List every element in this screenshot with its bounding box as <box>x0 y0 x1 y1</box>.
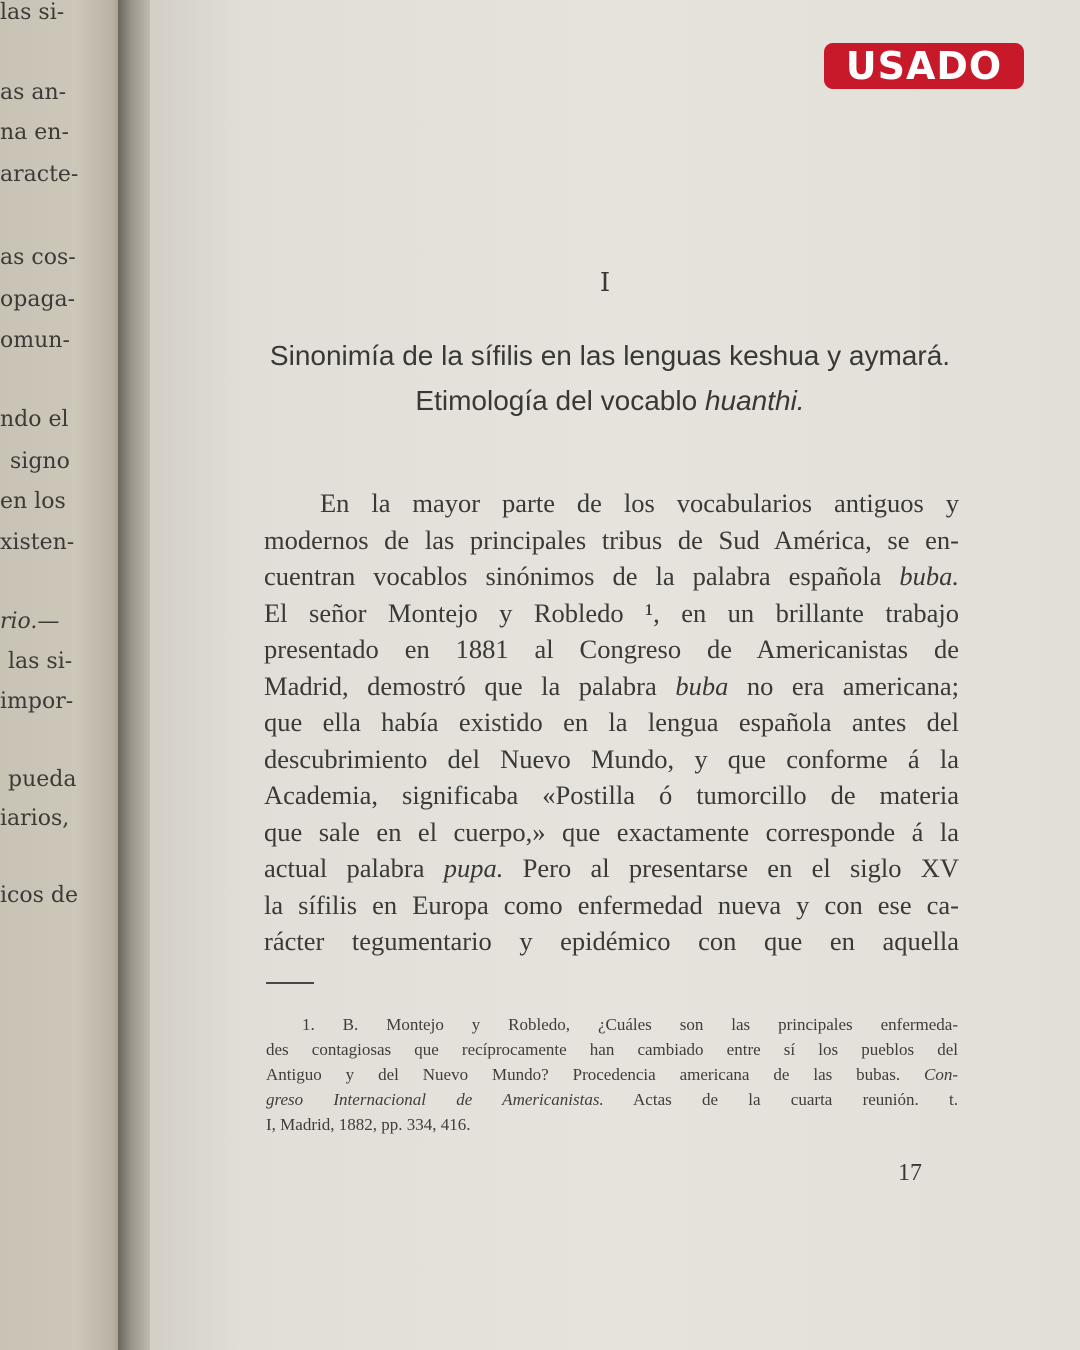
facing-page-fragment: en los <box>0 489 66 514</box>
footnote-line: 1. B. Montejo y Robledo, ¿Cuáles son las principales enfermeda- <box>302 1015 958 1034</box>
facing-page-fragment: pueda <box>8 767 77 792</box>
body-line: Academia, significaba «Postilla ó tumorcillo de materia <box>264 780 959 810</box>
chapter-title-italic: huanthi. <box>704 385 805 416</box>
facing-page-fragment: signo <box>10 449 70 474</box>
facing-page-fragment: iarios, <box>0 806 70 831</box>
footnote-divider <box>266 982 314 984</box>
facing-page-fragment: rio.— <box>0 609 60 634</box>
facing-page-fragment: omun- <box>0 328 70 353</box>
facing-page-fragment: na en- <box>0 120 69 145</box>
footnote-text-span: Actas de la cuarta reunión. t. <box>633 1090 958 1109</box>
footnote-italic-span: Con- <box>924 1065 959 1084</box>
body-line: rácter tegumentario y epidémico con que en aquella <box>264 926 959 956</box>
chapter-number: I <box>599 268 611 298</box>
body-text-span: cuentran vocablos sinónimos de la palabra española <box>264 561 882 591</box>
body-line: presentado en 1881 al Congreso de Americanistas de <box>264 634 959 664</box>
facing-page-fragment: icos de <box>0 883 78 908</box>
body-italic-word: buba <box>675 670 729 701</box>
body-italic-word: buba. <box>899 561 959 591</box>
footnote-line: des contagiosas que recíprocamente han cambiado entre sí los pueblos del <box>266 1040 958 1059</box>
facing-page-fragment: opaga- <box>0 287 76 312</box>
body-line: que ella había existido en la lengua española antes del <box>264 707 959 737</box>
facing-page-fragment: las si- <box>0 0 65 25</box>
footnote-line: I, Madrid, 1882, pp. 334, 416. <box>266 1115 471 1134</box>
facing-page-fragment: as an- <box>0 80 67 105</box>
footnote-line <box>266 1087 958 1112</box>
body-line <box>264 558 959 595</box>
body-line: que sale en el cuerpo,» que exactamente corresponde á la <box>264 816 959 847</box>
body-text-span: actual palabra <box>264 853 425 883</box>
facing-page-fragment: as cos- <box>0 245 76 270</box>
facing-page-fragment: impor- <box>0 689 74 714</box>
body-line: descubrimiento del Nuevo Mundo, y que conforme á la <box>264 743 959 774</box>
chapter-title-prefix: Etimología del vocablo <box>415 385 698 416</box>
facing-page-fragment: xisten- <box>0 530 75 555</box>
facing-page-fragment: aracte- <box>0 162 79 187</box>
chapter-title-line-2 <box>240 385 980 417</box>
body-line: modernos de las principales tribus de Sud América, se en- <box>264 524 959 555</box>
page-number: 17 <box>898 1160 922 1186</box>
body-line: El señor Montejo y Robledo ¹, en un brillante trabajo <box>264 597 959 628</box>
body-line <box>264 668 959 705</box>
facing-page-fragment: las si- <box>8 649 73 674</box>
body-text-span: Pero al presentarse en el siglo XV <box>522 853 960 883</box>
footnote-italic-span: greso Internacional de Americanistas. <box>266 1090 604 1109</box>
body-text-span: no era americana; <box>746 670 960 701</box>
used-badge: USADO <box>824 43 1024 89</box>
footnote <box>266 1012 958 1137</box>
body-line <box>264 850 959 887</box>
body-line: En la mayor parte de los vocabularios antiguos y <box>320 488 959 518</box>
footnote-line <box>266 1062 958 1087</box>
body-italic-word: pupa. <box>443 853 504 883</box>
body-line: la sífilis en Europa como enfermedad nueva y con ese ca- <box>264 889 959 920</box>
chapter-title-line-1: Sinonimía de la sífilis en las lenguas keshua y aymará. <box>269 340 951 371</box>
footnote-text-span: Antiguo y del Nuevo Mundo? Procedencia americana de las bubas. <box>266 1065 901 1084</box>
body-text-span: Madrid, demostró que la palabra <box>264 670 657 701</box>
facing-page-edge <box>0 0 128 1350</box>
facing-page-fragment: ndo el <box>0 407 69 432</box>
body-paragraph <box>264 485 959 960</box>
